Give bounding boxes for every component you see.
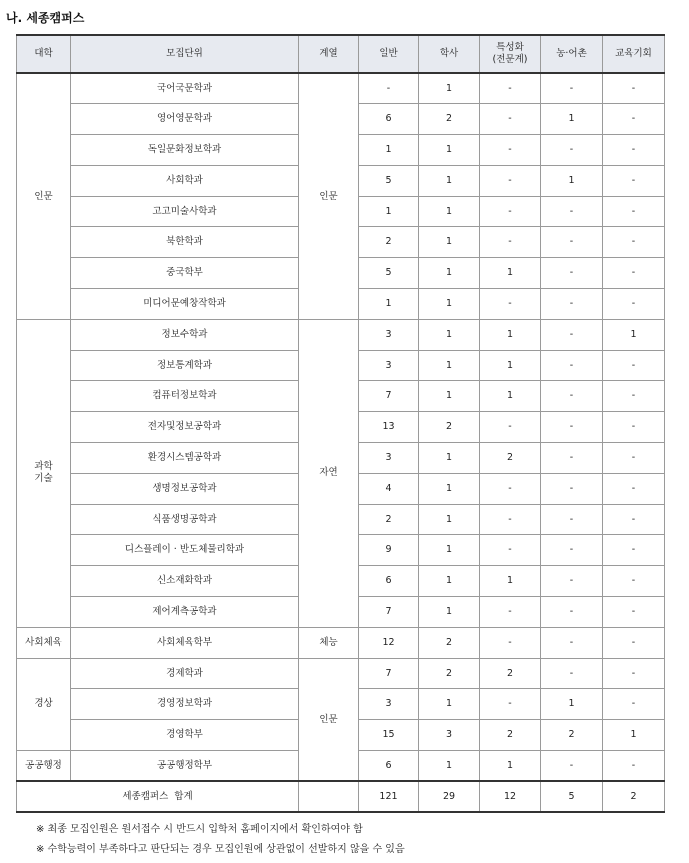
value-cell: 2 bbox=[541, 720, 603, 751]
value-cell: 1 bbox=[480, 258, 541, 289]
value-cell: 1 bbox=[419, 289, 480, 320]
value-cell: 1 bbox=[419, 535, 480, 566]
value-cell: 3 bbox=[359, 443, 419, 474]
value-cell: 2 bbox=[359, 504, 419, 535]
college-cell: 사회체육 bbox=[17, 627, 71, 658]
unit-cell: 독일문화정보학과 bbox=[71, 135, 299, 166]
unit-cell: 국어국문학과 bbox=[71, 73, 299, 104]
unit-cell: 경영정보학과 bbox=[71, 689, 299, 720]
value-cell: - bbox=[603, 350, 665, 381]
value-cell: - bbox=[480, 597, 541, 628]
value-cell: 5 bbox=[359, 165, 419, 196]
value-cell: - bbox=[541, 566, 603, 597]
unit-cell: 컴퓨터정보학과 bbox=[71, 381, 299, 412]
total-value-cell: 12 bbox=[480, 781, 541, 812]
value-cell: 1 bbox=[359, 135, 419, 166]
value-cell: - bbox=[480, 227, 541, 258]
value-cell: - bbox=[480, 73, 541, 104]
value-cell: - bbox=[541, 289, 603, 320]
admissions-table bbox=[16, 34, 665, 813]
value-cell: 1 bbox=[419, 196, 480, 227]
header-cell: 모집단위 bbox=[71, 35, 299, 73]
value-cell: 1 bbox=[419, 258, 480, 289]
value-cell: 6 bbox=[359, 751, 419, 782]
table-row bbox=[17, 73, 665, 104]
unit-cell: 공공행정학부 bbox=[71, 751, 299, 782]
value-cell: - bbox=[603, 443, 665, 474]
college-cell: 경상 bbox=[17, 658, 71, 750]
unit-cell: 고고미술사학과 bbox=[71, 196, 299, 227]
value-cell: - bbox=[480, 535, 541, 566]
value-cell: 1 bbox=[359, 289, 419, 320]
value-cell: - bbox=[603, 627, 665, 658]
table-body bbox=[17, 73, 665, 812]
value-cell: 7 bbox=[359, 381, 419, 412]
value-cell: 1 bbox=[419, 135, 480, 166]
value-cell: 12 bbox=[359, 627, 419, 658]
value-cell: 2 bbox=[419, 658, 480, 689]
value-cell: - bbox=[541, 443, 603, 474]
unit-cell: 디스플레이 · 반도체물리학과 bbox=[71, 535, 299, 566]
value-cell: - bbox=[541, 473, 603, 504]
unit-cell: 영어영문학과 bbox=[71, 104, 299, 135]
total-value-cell: 5 bbox=[541, 781, 603, 812]
value-cell: 1 bbox=[419, 381, 480, 412]
value-cell: - bbox=[359, 73, 419, 104]
header-cell: 교육기회 bbox=[603, 35, 665, 73]
value-cell: - bbox=[603, 135, 665, 166]
unit-cell: 북한학과 bbox=[71, 227, 299, 258]
value-cell: - bbox=[541, 412, 603, 443]
value-cell: - bbox=[603, 196, 665, 227]
value-cell: - bbox=[480, 473, 541, 504]
value-cell: - bbox=[541, 258, 603, 289]
total-value-cell: 121 bbox=[359, 781, 419, 812]
footnote: ※ 최종 모집인원은 원서접수 시 반드시 입학처 홈페이지에서 확인하여야 함 bbox=[36, 824, 363, 835]
unit-cell: 정보수학과 bbox=[71, 319, 299, 350]
unit-cell: 사회체육학부 bbox=[71, 627, 299, 658]
value-cell: 1 bbox=[419, 689, 480, 720]
unit-cell: 식품생명공학과 bbox=[71, 504, 299, 535]
value-cell: 1 bbox=[480, 319, 541, 350]
unit-cell: 전자및정보공학과 bbox=[71, 412, 299, 443]
unit-cell: 정보통계학과 bbox=[71, 350, 299, 381]
header-row bbox=[17, 35, 665, 73]
value-cell: - bbox=[541, 535, 603, 566]
value-cell: 1 bbox=[419, 227, 480, 258]
value-cell: 1 bbox=[541, 689, 603, 720]
value-cell: 1 bbox=[603, 319, 665, 350]
value-cell: - bbox=[603, 381, 665, 412]
value-cell: - bbox=[603, 227, 665, 258]
value-cell: 6 bbox=[359, 104, 419, 135]
table-row bbox=[17, 627, 665, 658]
value-cell: - bbox=[541, 658, 603, 689]
value-cell: 1 bbox=[419, 597, 480, 628]
value-cell: 2 bbox=[359, 227, 419, 258]
value-cell: 2 bbox=[480, 443, 541, 474]
value-cell: 1 bbox=[419, 165, 480, 196]
value-cell: 1 bbox=[541, 104, 603, 135]
value-cell: 1 bbox=[419, 504, 480, 535]
value-cell: - bbox=[603, 566, 665, 597]
unit-cell: 제어계측공학과 bbox=[71, 597, 299, 628]
value-cell: - bbox=[603, 73, 665, 104]
value-cell: - bbox=[603, 751, 665, 782]
value-cell: - bbox=[603, 689, 665, 720]
unit-cell: 생명정보공학과 bbox=[71, 473, 299, 504]
value-cell: 5 bbox=[359, 258, 419, 289]
value-cell: 1 bbox=[419, 73, 480, 104]
total-row bbox=[17, 781, 665, 812]
section-title: 나. 세종캠퍼스 bbox=[6, 11, 85, 25]
value-cell: 1 bbox=[419, 319, 480, 350]
value-cell: - bbox=[603, 289, 665, 320]
value-cell: - bbox=[480, 165, 541, 196]
value-cell: - bbox=[541, 73, 603, 104]
value-cell: - bbox=[541, 381, 603, 412]
footnote: ※ 수학능력이 부족하다고 판단되는 경우 모집인원에 상관없이 선발하지 않을 수 있음 bbox=[36, 844, 405, 855]
value-cell: 2 bbox=[480, 720, 541, 751]
header-cell: 특성화 (전문계) bbox=[480, 35, 541, 73]
value-cell: - bbox=[541, 504, 603, 535]
value-cell: - bbox=[480, 196, 541, 227]
college-cell: 인문 bbox=[17, 73, 71, 319]
table-row bbox=[17, 319, 665, 350]
unit-cell: 환경시스템공학과 bbox=[71, 443, 299, 474]
header-cell: 대학 bbox=[17, 35, 71, 73]
value-cell: - bbox=[541, 196, 603, 227]
value-cell: - bbox=[480, 689, 541, 720]
value-cell: - bbox=[480, 289, 541, 320]
header-cell: 계열 bbox=[299, 35, 359, 73]
college-cell: 공공행정 bbox=[17, 751, 71, 782]
value-cell: 15 bbox=[359, 720, 419, 751]
value-cell: 3 bbox=[419, 720, 480, 751]
value-cell: - bbox=[541, 319, 603, 350]
unit-cell: 사회학과 bbox=[71, 165, 299, 196]
value-cell: 1 bbox=[541, 165, 603, 196]
value-cell: - bbox=[480, 135, 541, 166]
value-cell: - bbox=[603, 473, 665, 504]
value-cell: - bbox=[541, 350, 603, 381]
value-cell: 2 bbox=[419, 412, 480, 443]
value-cell: - bbox=[603, 104, 665, 135]
value-cell: 13 bbox=[359, 412, 419, 443]
value-cell: 2 bbox=[419, 104, 480, 135]
value-cell: 3 bbox=[359, 350, 419, 381]
value-cell: - bbox=[541, 751, 603, 782]
value-cell: - bbox=[541, 597, 603, 628]
college-cell: 과학 기술 bbox=[17, 319, 71, 627]
value-cell: - bbox=[541, 627, 603, 658]
total-value-cell: 29 bbox=[419, 781, 480, 812]
unit-cell: 경영학부 bbox=[71, 720, 299, 751]
unit-cell: 신소재화학과 bbox=[71, 566, 299, 597]
value-cell: 4 bbox=[359, 473, 419, 504]
value-cell: - bbox=[541, 135, 603, 166]
value-cell: - bbox=[603, 597, 665, 628]
value-cell: 7 bbox=[359, 658, 419, 689]
unit-cell: 중국학부 bbox=[71, 258, 299, 289]
total-label: 세종캠퍼스 합계 bbox=[17, 781, 299, 812]
value-cell: - bbox=[603, 535, 665, 566]
value-cell: 1 bbox=[480, 350, 541, 381]
value-cell: - bbox=[541, 227, 603, 258]
value-cell: 1 bbox=[480, 751, 541, 782]
value-cell: 2 bbox=[419, 627, 480, 658]
field-cell: 인문 bbox=[299, 73, 359, 319]
value-cell: 1 bbox=[603, 720, 665, 751]
header-cell: 일반 bbox=[359, 35, 419, 73]
footnotes bbox=[36, 820, 405, 860]
unit-cell: 경제학과 bbox=[71, 658, 299, 689]
value-cell: 6 bbox=[359, 566, 419, 597]
value-cell: 1 bbox=[419, 751, 480, 782]
total-value-cell: 2 bbox=[603, 781, 665, 812]
unit-cell: 미디어문예창작학과 bbox=[71, 289, 299, 320]
header-cell: 농·어촌 bbox=[541, 35, 603, 73]
value-cell: - bbox=[480, 412, 541, 443]
value-cell: 1 bbox=[480, 381, 541, 412]
value-cell: - bbox=[603, 504, 665, 535]
value-cell: 3 bbox=[359, 319, 419, 350]
value-cell: 1 bbox=[419, 443, 480, 474]
field-cell: 체능 bbox=[299, 627, 359, 658]
value-cell: 3 bbox=[359, 689, 419, 720]
value-cell: 1 bbox=[359, 196, 419, 227]
header-cell: 학사 bbox=[419, 35, 480, 73]
value-cell: - bbox=[480, 504, 541, 535]
value-cell: - bbox=[603, 658, 665, 689]
total-field-cell bbox=[299, 781, 359, 812]
value-cell: - bbox=[603, 258, 665, 289]
value-cell: 9 bbox=[359, 535, 419, 566]
field-cell: 인문 bbox=[299, 658, 359, 781]
table-row bbox=[17, 658, 665, 689]
value-cell: 1 bbox=[419, 473, 480, 504]
value-cell: 1 bbox=[480, 566, 541, 597]
value-cell: 7 bbox=[359, 597, 419, 628]
field-cell: 자연 bbox=[299, 319, 359, 627]
value-cell: - bbox=[603, 412, 665, 443]
value-cell: 2 bbox=[480, 658, 541, 689]
value-cell: - bbox=[480, 104, 541, 135]
value-cell: 1 bbox=[419, 350, 480, 381]
value-cell: 1 bbox=[419, 566, 480, 597]
value-cell: - bbox=[603, 165, 665, 196]
value-cell: - bbox=[480, 627, 541, 658]
